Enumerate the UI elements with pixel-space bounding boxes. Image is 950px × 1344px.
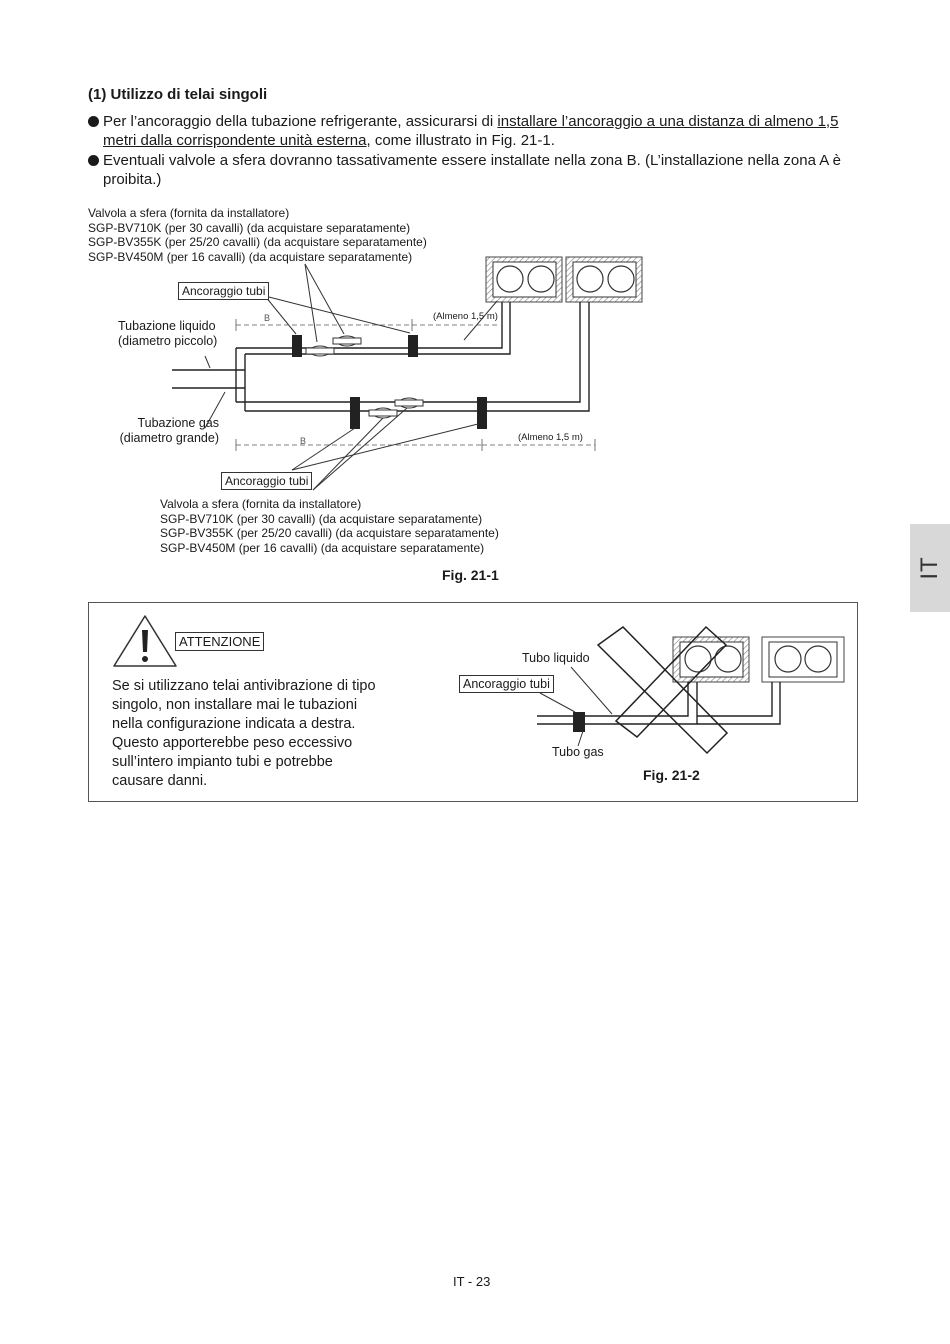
anchor-label-fig-21-2: Ancoraggio tubi <box>459 675 554 693</box>
distance-label-bottom: (Almeno 1,5 m) <box>518 432 583 443</box>
page-number: IT - 23 <box>453 1274 491 1289</box>
bullet-1-text: Per l’ancoraggio della tubazione refrigerante, assicurarsi di <box>103 113 498 130</box>
gas-pipe-line: Tubazione gas <box>137 416 219 430</box>
valve-line: Valvola a sfera (fornita da installatore) <box>160 497 362 511</box>
valve-line: Valvola a sfera (fornita da installatore) <box>88 206 290 220</box>
tubo-liquido-label: Tubo liquido <box>522 651 590 665</box>
caution-line: singolo, non installare mai le tubazioni <box>112 697 358 713</box>
zone-b-label-top: B <box>264 313 271 323</box>
language-tab <box>910 524 950 612</box>
anchor-label-top: Ancoraggio tubi <box>178 282 269 300</box>
outdoor-unit-1 <box>486 257 562 302</box>
warning-icon <box>114 616 176 666</box>
gas-pipe-line: (diametro grande) <box>119 430 219 445</box>
liquid-pipe-line: Tubazione liquido <box>118 319 216 333</box>
tubo-gas-label: Tubo gas <box>552 745 604 759</box>
outdoor-unit-b <box>762 637 844 682</box>
outdoor-unit-2 <box>566 257 642 302</box>
valve-line: SGP-BV710K (per 30 cavalli) (da acquistare separatamente) <box>160 511 483 526</box>
valve-info-bottom <box>160 497 499 555</box>
bullet-1-underlined: installare l’ancoraggio a una distanza di almeno 1,5 metri dalla corrispondente unità esterna <box>103 113 839 149</box>
liquid-pipe-label <box>118 319 217 348</box>
caution-line: nella configurazione indicata a destra. <box>112 716 356 732</box>
caution-label: ATTENZIONE <box>175 632 264 651</box>
valve-line: SGP-BV450M (per 16 cavalli) (da acquistare separatamente) <box>88 249 413 264</box>
fig-21-1-caption: Fig. 21-1 <box>442 567 499 583</box>
caution-line: Questo apporterebbe peso eccessivo <box>112 735 353 751</box>
valve-line: SGP-BV355K (per 25/20 cavalli) (da acquistare separatamente) <box>88 235 427 249</box>
bullet-2-text: Eventuali valvole a sfera dovranno tassativamente essere installate nella zona B. (L’installazione nella zona A è proibita.) <box>103 152 841 188</box>
valve-info-top <box>88 206 427 264</box>
fig-21-2-caption: Fig. 21-2 <box>643 767 700 783</box>
gas-pipe-label <box>118 416 219 445</box>
caution-line: Se si utilizzano telai antivibrazione di tipo <box>112 678 376 694</box>
liquid-pipe-line: (diametro piccolo) <box>118 333 218 348</box>
caution-line: causare danni. <box>112 773 208 789</box>
valve-line: SGP-BV450M (per 16 cavalli) (da acquistare separatamente) <box>160 540 485 555</box>
language-tab-label: IT <box>916 556 943 580</box>
pipe-network <box>172 302 589 411</box>
caution-text <box>112 677 376 791</box>
anchor-label-bottom: Ancoraggio tubi <box>221 472 312 490</box>
section-heading: (1) Utilizzo di telai singoli <box>88 86 268 103</box>
anchor-fig-21-2 <box>573 712 585 732</box>
distance-label-top: (Almeno 1,5 m) <box>433 311 498 322</box>
zone-b-label-bottom: B <box>300 436 307 446</box>
caution-line: sull’intero impianto tubi e potrebbe <box>112 754 333 770</box>
valve-line: SGP-BV355K (per 25/20 cavalli) (da acquistare separatamente) <box>160 526 499 540</box>
bullet-1-tail: , come illustrato in Fig. 21-1. <box>366 132 555 149</box>
valve-line: SGP-BV710K (per 30 cavalli) (da acquistare separatamente) <box>88 220 411 235</box>
